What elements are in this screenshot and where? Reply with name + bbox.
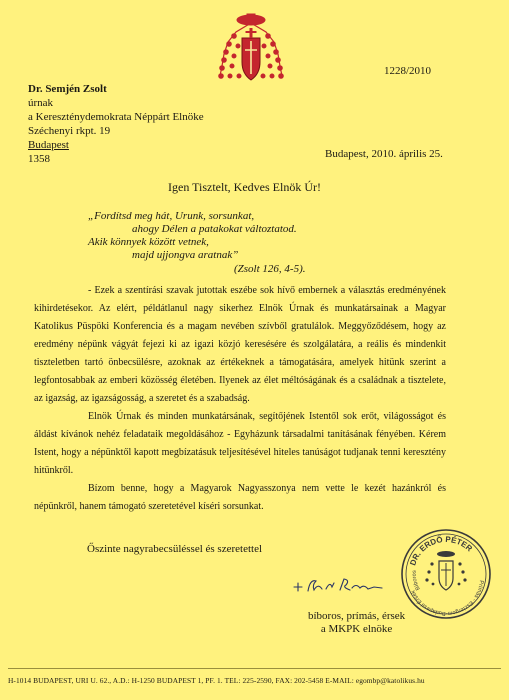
sender-title-line: bíboros, prímás, érsek — [308, 610, 406, 622]
quote-line: majd ujjongva aratnak” — [132, 249, 239, 261]
quote-line: „Fordítsd meg hát, Urunk, sorsunkat, — [88, 210, 255, 222]
quote-line: ahogy Délen a patakokat változtatod. — [132, 223, 297, 235]
sender-title-line: a MKPK elnöke — [320, 623, 393, 635]
letter-date: Budapest, 2010. április 25. — [325, 148, 443, 160]
quote-line: Akik könnyek között vetnek, — [88, 236, 209, 248]
quote-source: (Zsolt 126, 4-5). — [234, 263, 306, 275]
scripture-quote — [88, 210, 297, 262]
recipient-name: Dr. Semjén Zsolt — [28, 83, 107, 95]
stamp-bottom-text: Prímás - Esztergom-Budapesti Érsek — [410, 579, 484, 617]
recipient-address — [28, 82, 204, 166]
letterhead-footer: H-1014 BUDAPEST, URI U. 62., A.D.: H-1250 BUDAPEST 1, PF. 1. TEL: 225-2590, FAX: 202-5458 E-MAIL: egombp@katolikus.hu — [8, 676, 425, 685]
salutation: Igen Tisztelt, Kedves Elnök Úr! — [168, 180, 321, 194]
handwritten-signature — [290, 575, 390, 597]
recipient-title: úrnak — [28, 97, 54, 109]
official-stamp — [400, 528, 492, 620]
footer-divider — [8, 668, 501, 669]
sender-title — [308, 610, 405, 636]
body-paragraph: Elnök Úrnak és minden munkatársának, segítőjének Istentől sok erőt, világosságot és áldást kívánok nehéz feladataik megoldásához - Egyházunk társadalmi tanításának fényében. Kérem Istent, hogy a népünktől kapott megbízatásuk teljesítésével hiteles tanúságot tudjanak tenni keresztény hitünkről. — [34, 411, 446, 476]
recipient-postcode: 1358 — [28, 153, 50, 165]
cardinal-coat-of-arms — [214, 10, 288, 88]
stamp-left-text: Bíboros — [411, 570, 422, 591]
svg-text:Bíboros — [412, 570, 422, 591]
body-paragraph: Bízom benne, hogy a Magyarok Nagyasszonya nem vette le kezét hazánkról és népünkről, hanem támogató szeretetével kíséri sorsunkat. — [34, 483, 446, 512]
recipient-street: Széchenyi rkpt. 19 — [28, 125, 111, 137]
reference-number: 1228/2010 — [384, 65, 432, 77]
letter-body — [34, 282, 446, 516]
recipient-city: Budapest — [28, 139, 69, 151]
recipient-organization: a Kereszténydemokrata Néppárt Elnöke — [28, 111, 204, 123]
body-paragraph: - Ezek a szentírási szavak jutottak eszébe sok hívő embernek a választás eredményének kihirdetésekor. Az elért, példátlanul nagy sikerhez Elnök Úrnak és munkatársainak a Magyar Katolikus Püspöki Konferencia és a magam nevében szívből gratulálok. Meggyőződésem, hogy az eredmény népünk vágyát fejezi ki az igazi közjó keresésére és szolgálatára, a reális és mindenkit tiszteletben tartó önbecsülésre, azoknak az értékeknek a támogatására, amelyek hitünk szerint a legfontosabbak az emberi közösség életében. Ilyenek az élet méltóságának és a családnak a tisztelete, az igazság, az igazságosság, a szeretet és a szabadság. — [34, 285, 446, 404]
closing-line: Őszinte nagyrabecsüléssel és szeretettel — [87, 543, 263, 555]
stamp-top-text: DR. ERDŐ PÉTER — [408, 534, 474, 567]
